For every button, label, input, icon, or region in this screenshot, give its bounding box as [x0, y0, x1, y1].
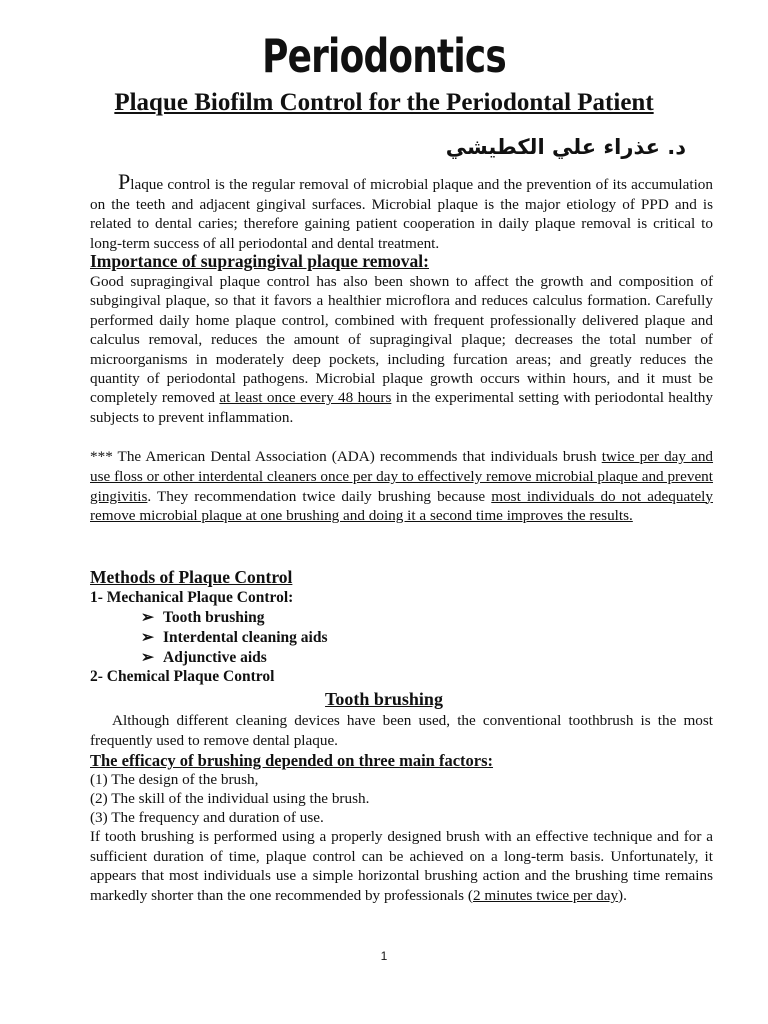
intro-dropcap: P: [118, 169, 131, 194]
method-item: [141, 648, 267, 668]
factor-item: (3) The frequency and duration of use.: [90, 809, 324, 826]
ada-underline-1: twice per day and use floss or other interdental cleaners once per day to effectively remove microbial plaque and prevent gingivitis: [90, 448, 714, 505]
method-item-label: Tooth brushing: [163, 609, 265, 626]
method-item-label: Adjunctive aids: [163, 649, 267, 666]
document-subtitle: Plaque Biofilm Control for the Periodontal Patient: [114, 89, 654, 116]
intro-text: laque control is the regular removal of microbial plaque and the prevention of its accumulation on the teeth and adjacent gingival surfaces. Microbial plaque is the major etiology of PPD and is related to dental caries; therefore gaining patient cooperation in daily plaque removal is critical to long-term success of all periodontal and dental treatment.: [90, 176, 713, 252]
factor-item: (1) The design of the brush,: [90, 771, 259, 788]
brushing-heading: Tooth brushing: [325, 689, 443, 709]
importance-heading: Importance of supragingival plaque removal:: [90, 251, 429, 271]
method-item-label: Interdental cleaning aids: [163, 629, 328, 646]
method-item: [141, 608, 265, 628]
importance-paragraph: [90, 272, 713, 427]
arrow-bullet-icon: ➢: [141, 629, 154, 646]
efficacy-paragraph: [90, 827, 713, 905]
importance-text-b: in the experimental setting with periodontal healthy subjects to prevent inflammation.: [90, 389, 713, 426]
brushing-paragraph: Although different cleaning devices have been used, the conventional toothbrush is the most frequently used to remove dental plaque.: [90, 712, 713, 749]
arrow-bullet-icon: ➢: [141, 649, 154, 666]
ada-text-a: *** The American Dental Association (ADA) recommends that individuals brush: [90, 448, 602, 465]
efficacy-text-b: ).: [618, 886, 627, 904]
importance-underline: at least once every 48 hours: [219, 389, 392, 407]
ada-paragraph: [90, 447, 713, 526]
factor-item: (2) The skill of the individual using the brush.: [90, 790, 370, 807]
mechanical-heading: 1- Mechanical Plaque Control:: [90, 589, 294, 606]
efficacy-underline: 2 minutes twice per day: [472, 886, 619, 904]
author-name: د. عذراء علي الكطيشي: [445, 135, 686, 159]
factors-heading: The efficacy of brushing depended on three main factors:: [90, 751, 494, 770]
ada-underline-2: most individuals do not adequately remove microbial plaque at one brushing and doing it a second time improves the results.: [90, 487, 713, 525]
importance-text-a: Good supragingival plaque control has also been shown to affect the growth and composition of subgingival plaque, so that it favors a healthier microflora and reduces calculus formation. Carefully performed daily home plaque control, combined with frequent professionally delivered plaque and calculus removal, reduces the amount of supragingival plaque; decreases the total number of microorganisms in moderately deep pockets, including furcation areas; and greatly reduces the quantity of periodontal pathogens. Microbial plaque growth occurs within hours, and it must be completely removed: [90, 273, 713, 407]
efficacy-text-a: If tooth brushing is performed using a properly designed brush with an effective technique and for a sufficient duration of time, plaque control can be achieved on a long-term basis. Unfortunately, it appears that most individuals use a simple horizontal brushing action and the brushing time remains markedly shorter than the one recommended by professionals (: [90, 828, 713, 904]
methods-heading: Methods of Plaque Control: [90, 567, 293, 587]
method-item: [141, 628, 327, 648]
ada-text-b: . They recommendation twice daily brushing because: [147, 487, 492, 505]
arrow-bullet-icon: ➢: [141, 609, 154, 626]
chemical-heading: 2- Chemical Plaque Control: [90, 668, 275, 685]
intro-paragraph: [90, 169, 713, 253]
page-number: 1: [380, 949, 388, 963]
document-title: Periodontics: [262, 29, 506, 83]
